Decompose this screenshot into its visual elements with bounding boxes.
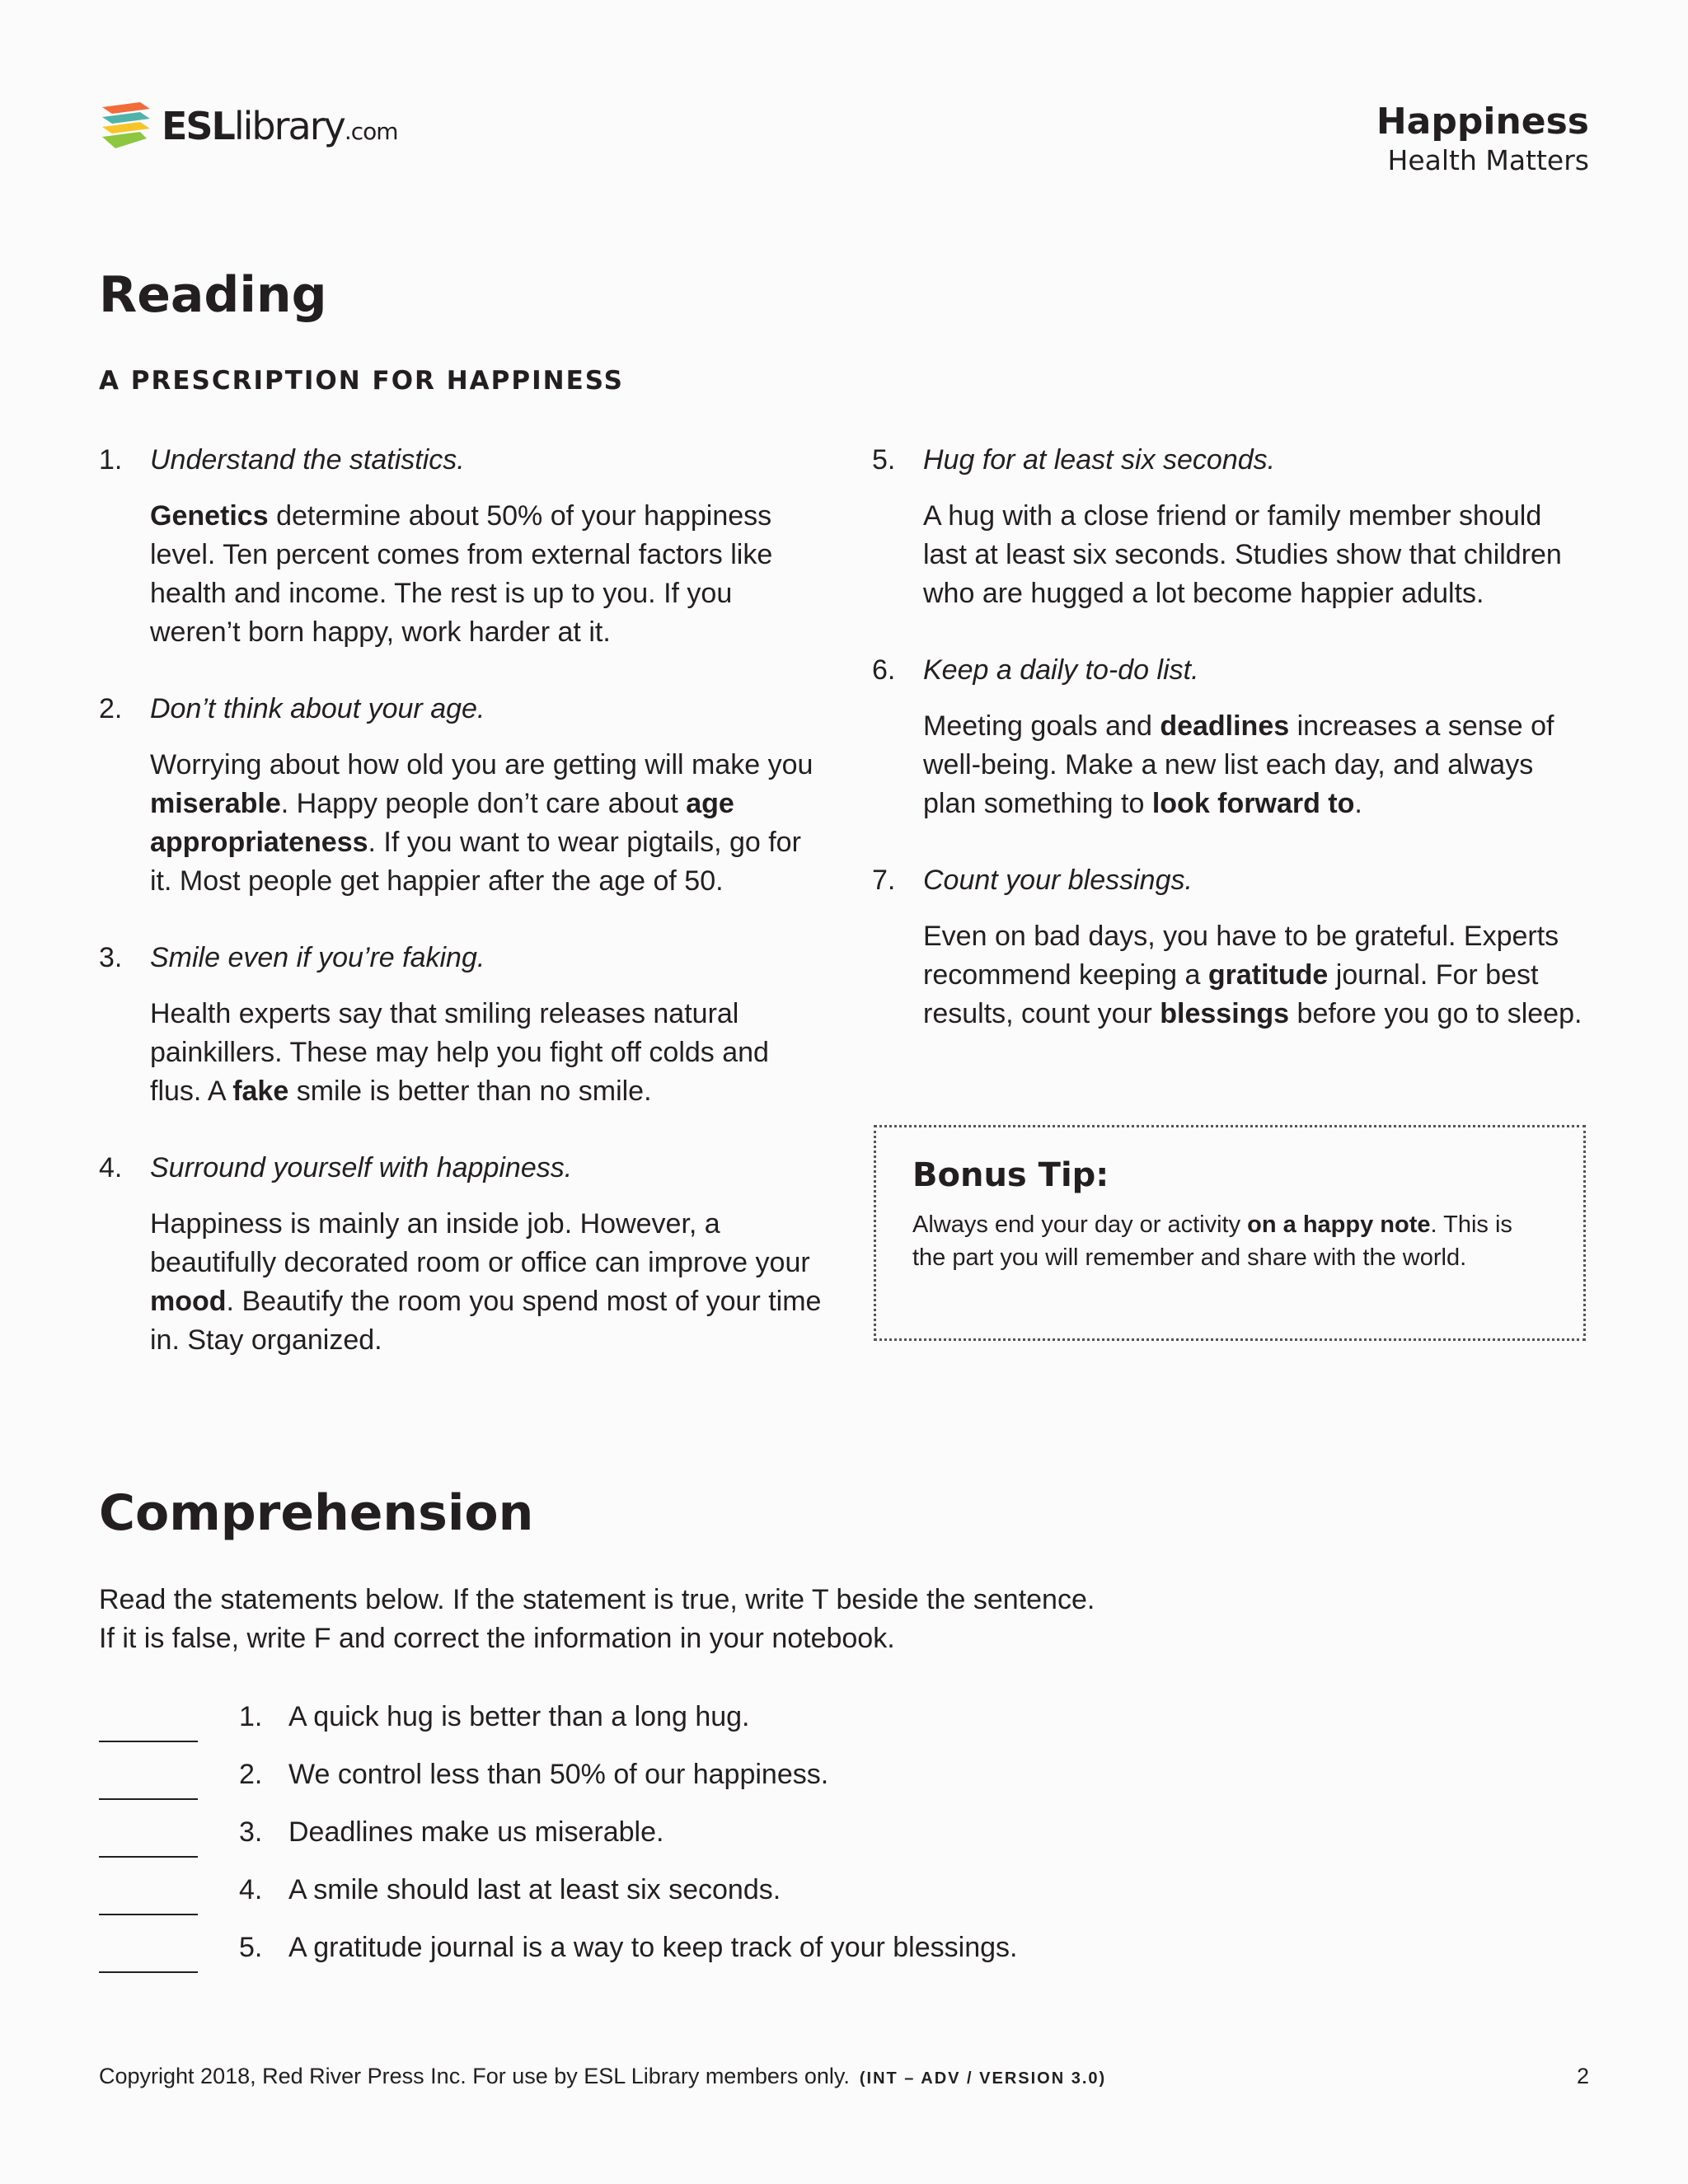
tip-title: Hug for at least six seconds. [923,444,1276,476]
tip-item [99,690,824,901]
document-title: Happiness [1376,101,1589,143]
tip-heading [99,441,824,479]
bonus-tip-title: Bonus Tip: [912,1156,1109,1194]
statement-row [99,1759,1017,1816]
reading-heading: Reading [99,266,327,324]
tip-text: . Happy people don’t care about [280,788,687,819]
books-logo-icon [99,99,153,153]
vocabulary-term: miserable [150,788,281,819]
tip-text: . If you want to wear pigtails, go for it. Most people get happier after the age of 50. [150,827,801,897]
bonus-tip-box [874,1125,1586,1341]
statement-list [99,1701,1017,1990]
tip-body [923,497,1589,613]
statement-number: 3. [239,1816,263,1848]
tip-item [99,939,824,1111]
tip-title: Don’t think about your age. [150,693,485,724]
version-label: (INT – ADV / VERSION 3.0) [859,2069,1107,2088]
tip-text: Health experts say that smiling releases natural painkillers. These may help you fight off colds and flus. A [150,998,769,1107]
vocabulary-term: age appropriateness [150,788,734,858]
vocabulary-term: fake [232,1076,289,1107]
document-header [1376,101,1589,178]
answer-blank[interactable] [99,1943,198,1973]
tip-item [872,861,1589,1033]
statement-row [99,1874,1017,1932]
tip-number: 6. [872,654,896,686]
answer-blank[interactable] [99,1828,198,1858]
tip-heading [872,651,1589,689]
copyright-notice: Copyright 2018, Red River Press Inc. For use by ESL Library members only. (INT – ADV / VERSION 3.0) [99,2064,1107,2088]
tip-text: Meeting goals and [923,710,1160,742]
tip-text: . Beautify the room you spend most of your time in. Stay organized. [150,1286,822,1356]
tip-text: Happiness is mainly an inside job. However, a beautifully decorated room or office can improve your [150,1208,810,1278]
tip-body [150,746,824,901]
tip-item [99,1149,824,1360]
document-subtitle: Health Matters [1387,144,1589,176]
bonus-tip-emphasis: on a happy note [1247,1212,1431,1238]
statement-number: 2. [239,1759,263,1790]
tips-column-left [99,441,824,1398]
statement-number: 1. [239,1701,263,1732]
comprehension-heading: Comprehension [99,1484,534,1542]
statement-row [99,1701,1017,1759]
tip-heading [99,1149,824,1187]
reading-subheading: A PRESCRIPTION FOR HAPPINESS [99,366,625,396]
page-footer [99,2064,1589,2089]
tip-text: increases a sense of well-being. Make a new list each day, and always plan something to [923,710,1554,819]
tip-heading [872,441,1589,479]
statement-text: We control less than 50% of our happiness. [288,1759,829,1790]
tip-body [150,497,824,652]
tip-heading [872,861,1589,899]
tip-text: journal. For best results, count your [923,959,1539,1029]
tip-number: 3. [99,942,123,973]
tips-column-right [872,441,1589,1071]
tip-number: 2. [99,693,123,724]
statement-text: A quick hug is better than a long hug. [288,1701,750,1732]
tip-text: . [1354,788,1362,819]
tip-item [872,651,1589,823]
page-number: 2 [1576,2064,1589,2088]
tip-body [150,1205,824,1360]
vocabulary-term: gratitude [1207,959,1329,991]
tip-item [872,441,1589,613]
vocabulary-term: deadlines [1160,710,1290,742]
tip-title: Count your blessings. [923,865,1193,896]
bonus-tip-text: Always end your day or activity on a happy note. This is the part you will remember and share with the world. [912,1212,1512,1271]
answer-blank[interactable] [99,1886,198,1915]
vocabulary-term: blessings [1160,998,1290,1029]
tip-text: smile is better than no smile. [288,1076,652,1107]
tip-text: Worrying about how old you are getting will make you [150,749,814,780]
tip-body [923,707,1589,823]
statement-text: A smile should last at least six seconds. [288,1874,781,1905]
tip-heading [99,690,824,728]
comprehension-instructions: Read the statements below. If the statement is true, write T beside the sentence. If it is false, write F and correct the information in your notebook. [99,1584,1095,1654]
logo-wordmark: ESLlibrary.com [162,104,398,148]
tip-item [99,441,824,652]
statement-number: 5. [239,1932,263,1963]
tip-title: Surround yourself with happiness. [150,1152,573,1183]
statement-text: A gratitude journal is a way to keep track of your blessings. [288,1932,1018,1963]
vocabulary-term: Genetics [150,500,269,532]
tip-body [150,995,824,1111]
statement-row [99,1816,1017,1874]
statement-text: Deadlines make us miserable. [288,1816,664,1848]
tip-text: Even on bad days, you have to be grateful. Experts recommend keeping a [923,921,1559,991]
tip-number: 1. [99,444,123,476]
tip-number: 5. [872,444,896,476]
tip-number: 4. [99,1152,123,1183]
tip-heading [99,939,824,977]
vocabulary-term: look forward to [1151,788,1355,819]
tip-text: A hug with a close friend or family member should last at least six seconds. Studies show that children who are hugged a lot become happier adults. [923,500,1562,609]
tip-text: before you go to sleep. [1289,998,1582,1029]
tip-title: Smile even if you’re faking. [150,942,485,973]
statement-number: 4. [239,1874,263,1905]
statement-row [99,1932,1017,1990]
answer-blank[interactable] [99,1770,198,1800]
esl-library-logo[interactable] [99,97,398,155]
tip-body [923,917,1589,1033]
tip-text: determine about 50% of your happiness level. Ten percent comes from external factors like health and income. The rest is up to you. If you weren’t born happy, work harder at it. [150,500,773,648]
tip-title: Keep a daily to-do list. [923,654,1199,686]
answer-blank[interactable] [99,1713,198,1742]
vocabulary-term: mood [150,1286,227,1317]
tip-number: 7. [872,865,896,896]
tip-title: Understand the statistics. [150,444,465,476]
